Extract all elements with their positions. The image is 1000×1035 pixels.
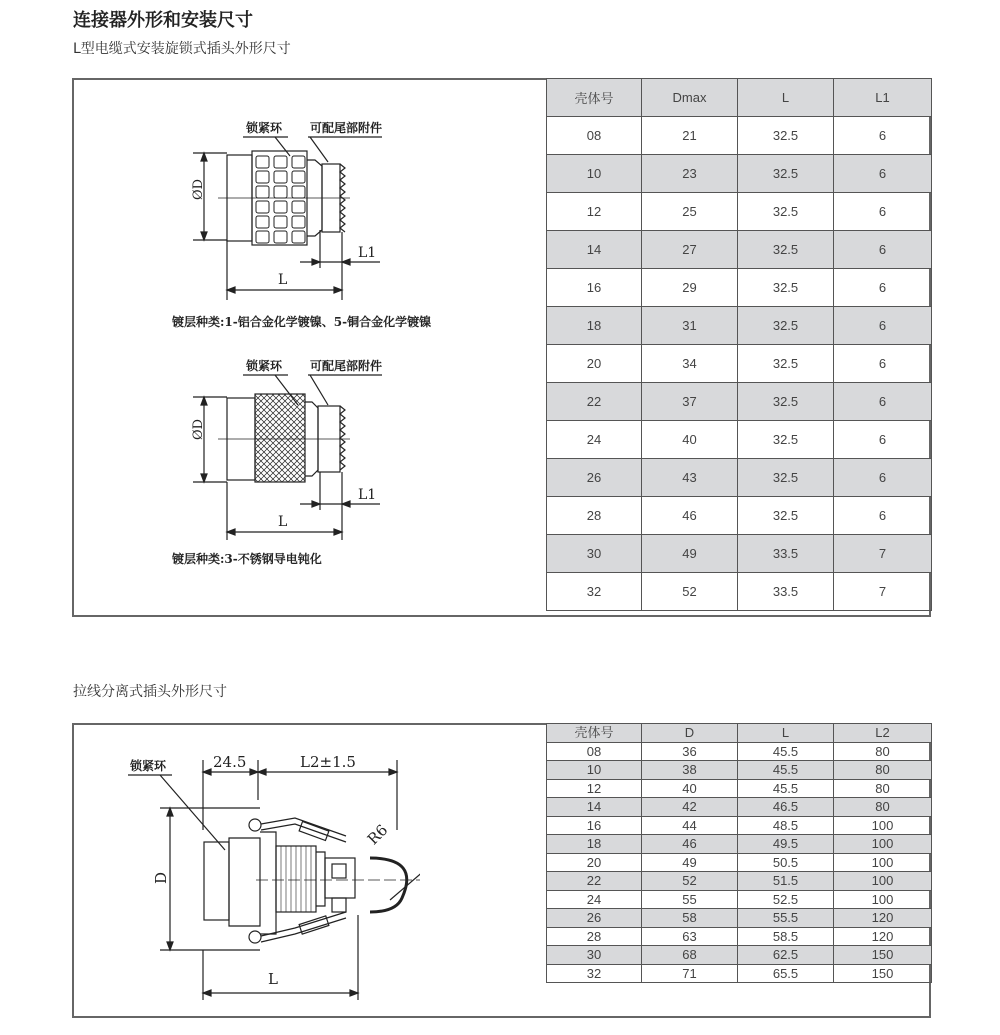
table-cell: 18 <box>547 835 642 854</box>
diameter-dim-label: ØD <box>191 418 206 440</box>
table-cell: 32.5 <box>738 459 834 497</box>
table-cell: 80 <box>834 742 932 761</box>
table-cell: 58 <box>642 909 738 928</box>
table-cell: 120 <box>834 909 932 928</box>
diameter-dim-label: ØD <box>191 178 206 200</box>
table-cell: 42 <box>642 798 738 817</box>
table-cell: 31 <box>642 307 738 345</box>
dim-l2: L2±1.5 <box>300 753 356 771</box>
table-row <box>547 535 932 573</box>
table-cell: 62.5 <box>738 946 834 965</box>
table-cell: 24 <box>547 890 642 909</box>
column-header: L <box>738 724 834 743</box>
table-cell: 14 <box>547 231 642 269</box>
table-cell: 10 <box>547 155 642 193</box>
table-cell: 12 <box>547 779 642 798</box>
dim-d: D <box>152 871 170 884</box>
table-cell: 30 <box>547 535 642 573</box>
table-cell: 14 <box>547 798 642 817</box>
table-cell: 45.5 <box>738 761 834 780</box>
length-dim-label: L <box>278 272 288 288</box>
table-row <box>547 345 932 383</box>
table-cell: 6 <box>834 497 932 535</box>
connector-drawing-3 <box>120 740 420 1010</box>
connector-drawing-1 <box>150 100 480 310</box>
table-row <box>547 816 932 835</box>
table-cell: 27 <box>642 231 738 269</box>
table-cell: 52 <box>642 872 738 891</box>
length-dim-label: L <box>278 514 288 530</box>
table-cell: 6 <box>834 269 932 307</box>
table-header-row <box>547 724 932 743</box>
table-cell: 32.5 <box>738 345 834 383</box>
table-cell: 52 <box>642 573 738 611</box>
table-cell: 49 <box>642 535 738 573</box>
lock-ring-label: 锁紧环 <box>130 759 167 773</box>
table-cell: 71 <box>642 964 738 983</box>
lock-ring-label: 锁紧环 <box>246 121 283 135</box>
table-row <box>547 872 932 891</box>
connector-drawing-2 <box>150 350 480 550</box>
table-cell: 100 <box>834 890 932 909</box>
table-cell: 29 <box>642 269 738 307</box>
table-cell: 16 <box>547 816 642 835</box>
table-cell: 28 <box>547 497 642 535</box>
table-cell: 100 <box>834 816 932 835</box>
table-cell: 6 <box>834 117 932 155</box>
table-row <box>547 927 932 946</box>
table-cell: 150 <box>834 964 932 983</box>
table-cell: 6 <box>834 155 932 193</box>
table-cell: 28 <box>547 927 642 946</box>
l1-dim-label: L1 <box>358 487 377 503</box>
table-cell: 55.5 <box>738 909 834 928</box>
tail-accessory-label: 可配尾部附件 <box>310 121 383 135</box>
table-cell: 22 <box>547 383 642 421</box>
table-row <box>547 761 932 780</box>
dimension-table-2 <box>546 723 932 983</box>
table-cell: 45.5 <box>738 779 834 798</box>
table-cell: 65.5 <box>738 964 834 983</box>
table-cell: 6 <box>834 345 932 383</box>
table-row <box>547 117 932 155</box>
table-cell: 21 <box>642 117 738 155</box>
tail-accessory-label: 可配尾部附件 <box>310 359 383 373</box>
column-header: D <box>642 724 738 743</box>
table-row <box>547 269 932 307</box>
table-cell: 7 <box>834 573 932 611</box>
table-cell: 20 <box>547 853 642 872</box>
l1-dim-label: L1 <box>358 245 377 261</box>
table-cell: 32.5 <box>738 193 834 231</box>
table-row <box>547 742 932 761</box>
table-header-row <box>547 79 932 117</box>
table-cell: 22 <box>547 872 642 891</box>
table-cell: 58.5 <box>738 927 834 946</box>
table-cell: 32.5 <box>738 117 834 155</box>
column-header: 壳体号 <box>547 724 642 743</box>
table-row <box>547 155 932 193</box>
table-cell: 46.5 <box>738 798 834 817</box>
table-row <box>547 497 932 535</box>
lock-ring-label: 锁紧环 <box>246 359 283 373</box>
table-cell: 52.5 <box>738 890 834 909</box>
table-cell: 6 <box>834 459 932 497</box>
table-row <box>547 964 932 983</box>
table-cell: 68 <box>642 946 738 965</box>
table-cell: 40 <box>642 779 738 798</box>
table-cell: 08 <box>547 742 642 761</box>
table-cell: 80 <box>834 761 932 780</box>
table-cell: 32 <box>547 573 642 611</box>
table-cell: 34 <box>642 345 738 383</box>
table-cell: 40 <box>642 421 738 459</box>
table-cell: 32.5 <box>738 231 834 269</box>
table-cell: 36 <box>642 742 738 761</box>
table-cell: 37 <box>642 383 738 421</box>
table-cell: 100 <box>834 872 932 891</box>
table-cell: 32.5 <box>738 383 834 421</box>
table-cell: 6 <box>834 231 932 269</box>
table-row <box>547 946 932 965</box>
section1-title: L型电缆式安装旋锁式插头外形尺寸 <box>73 41 291 57</box>
table-cell: 6 <box>834 383 932 421</box>
table-cell: 55 <box>642 890 738 909</box>
table-cell: 32.5 <box>738 269 834 307</box>
table-cell: 08 <box>547 117 642 155</box>
table-cell: 7 <box>834 535 932 573</box>
table-cell: 33.5 <box>738 573 834 611</box>
column-header: 壳体号 <box>547 79 642 117</box>
table-cell: 49.5 <box>738 835 834 854</box>
table-cell: 46 <box>642 497 738 535</box>
table-cell: 23 <box>642 155 738 193</box>
table-row <box>547 909 932 928</box>
page-title: 连接器外形和安装尺寸 <box>73 10 253 31</box>
section2-title: 拉线分离式插头外形尺寸 <box>73 684 227 700</box>
table-cell: 49 <box>642 853 738 872</box>
table-cell: 16 <box>547 269 642 307</box>
table-cell: 51.5 <box>738 872 834 891</box>
table-cell: 80 <box>834 798 932 817</box>
table-cell: 32.5 <box>738 155 834 193</box>
table-cell: 6 <box>834 193 932 231</box>
table-cell: 25 <box>642 193 738 231</box>
table-cell: 50.5 <box>738 853 834 872</box>
table-cell: 48.5 <box>738 816 834 835</box>
table-row <box>547 307 932 345</box>
table-cell: 120 <box>834 927 932 946</box>
plating-note-1: 镀层种类:1-铝合金化学镀镍、5-铜合金化学镀镍 <box>172 315 432 329</box>
dim-24-5: 24.5 <box>213 753 247 771</box>
table-row <box>547 573 932 611</box>
column-header: L1 <box>834 79 932 117</box>
table-row <box>547 890 932 909</box>
table-cell: 10 <box>547 761 642 780</box>
table-cell: 26 <box>547 459 642 497</box>
table-cell: 24 <box>547 421 642 459</box>
table-row <box>547 193 932 231</box>
table-cell: 46 <box>642 835 738 854</box>
table-row <box>547 459 932 497</box>
table-cell: 150 <box>834 946 932 965</box>
table-cell: 6 <box>834 421 932 459</box>
table-row <box>547 853 932 872</box>
table-row <box>547 383 932 421</box>
table-cell: 32.5 <box>738 421 834 459</box>
column-header: L <box>738 79 834 117</box>
table-cell: 44 <box>642 816 738 835</box>
table-cell: 45.5 <box>738 742 834 761</box>
table-cell: 32.5 <box>738 307 834 345</box>
table-row <box>547 835 932 854</box>
table-cell: 43 <box>642 459 738 497</box>
table-row <box>547 779 932 798</box>
table-cell: 20 <box>547 345 642 383</box>
table-cell: 80 <box>834 779 932 798</box>
table-cell: 32 <box>547 964 642 983</box>
table-cell: 18 <box>547 307 642 345</box>
dim-r6: R6 <box>363 820 392 849</box>
table-cell: 32.5 <box>738 497 834 535</box>
plating-note-2: 镀层种类:3-不锈钢导电钝化 <box>172 552 322 566</box>
table-cell: 12 <box>547 193 642 231</box>
table-cell: 6 <box>834 307 932 345</box>
table-cell: 26 <box>547 909 642 928</box>
column-header: Dmax <box>642 79 738 117</box>
table-cell: 38 <box>642 761 738 780</box>
dim-l: L <box>268 970 278 988</box>
table-row <box>547 421 932 459</box>
table-row <box>547 231 932 269</box>
table-cell: 33.5 <box>738 535 834 573</box>
table-cell: 63 <box>642 927 738 946</box>
table-row <box>547 798 932 817</box>
table-cell: 100 <box>834 835 932 854</box>
table-cell: 100 <box>834 853 932 872</box>
table-cell: 30 <box>547 946 642 965</box>
column-header: L2 <box>834 724 932 743</box>
dimension-table-1 <box>546 78 932 611</box>
